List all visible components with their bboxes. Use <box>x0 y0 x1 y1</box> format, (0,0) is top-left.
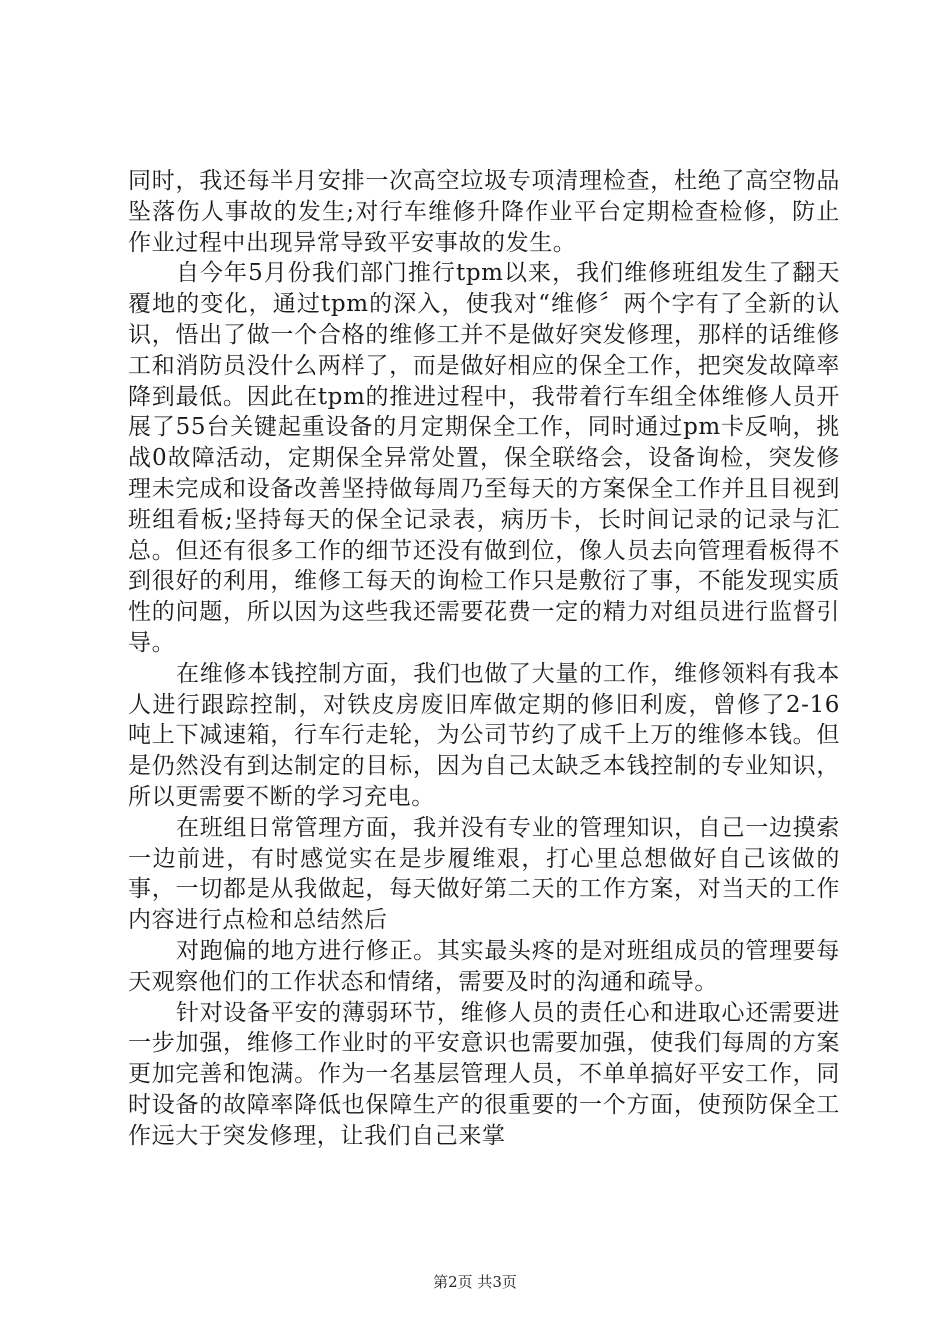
document-body <box>128 166 840 1152</box>
paragraph-1: 同时，我还每半月安排一次高空垃圾专项清理检查，杜绝了高空物品坠落伤人事故的发生;对行车维修升降作业平台定期检查检修，防止作业过程中出现异常导致平安事故的发生。 <box>128 168 840 256</box>
page-number-footer: 第2页 共3页 <box>433 1273 517 1291</box>
paragraph-4: 在班组日常管理方面，我并没有专业的管理知识，自己一边摸索一边前进，有时感觉实在是步履维艰，打心里总想做好自己该做的事，一切都是从我做起，每天做好第二天的工作方案，对当天的工作内容进行点检和总结然后 <box>128 814 840 934</box>
paragraph-6: 针对设备平安的薄弱环节，维修人员的责任心和进取心还需要进一步加强，维修工作业时的平安意识也需要加强，使我们每周的方案更加完善和饱满。作为一名基层管理人员，不单单搞好平安工作，同时设备的故障率降低也保障生产的很重要的一个方面，使预防保全工作远大于突发修理，让我们自己来掌 <box>128 999 840 1149</box>
paragraph-3: 在维修本钱控制方面，我们也做了大量的工作，维修领料有我本人进行跟踪控制，对铁皮房废旧库做定期的修旧利废，曾修了2-16吨上下减速箱，行车行走轮，为公司节约了成千上万的维修本钱。但是仍然没有到达制定的目标，因为自己太缺乏本钱控制的专业知识，所以更需要不断的学习充电。 <box>128 660 840 810</box>
paragraph-5: 对跑偏的地方进行修正。其实最头疼的是对班组成员的管理要每天观察他们的工作状态和情绪，需要及时的沟通和疏导。 <box>128 937 840 995</box>
paragraph-2: 自今年5月份我们部门推行tpm以来，我们维修班组发生了翻天覆地的变化，通过tpm的深入，使我对“维修〞两个字有了全新的认识，悟出了做一个合格的维修工并不是做好突发修理，那样的话维修工和消防员没什么两样了，而是做好相应的保全工作，把突发故障率降到最低。因此在tpm的推进过程中，我带着行车组全体维修人员开展了55台关键起重设备的月定期保全工作，同时通过pm卡反响，挑战0故障活动，定期保全异常处置，保全联络会，设备询检，突发修理未完成和设备改善坚持做每周乃至每天的方案保全工作并且目视到班组看板;坚持每天的保全记录表，病历卡，长时间记录的记录与汇总。但还有很多工作的细节还没有做到位，像人员去向管理看板得不到很好的利用，维修工每天的询检工作只是敷衍了事，不能发现实质性的问题，所以因为这些我还需要花费一定的精力对组员进行监督引导。 <box>128 260 840 656</box>
